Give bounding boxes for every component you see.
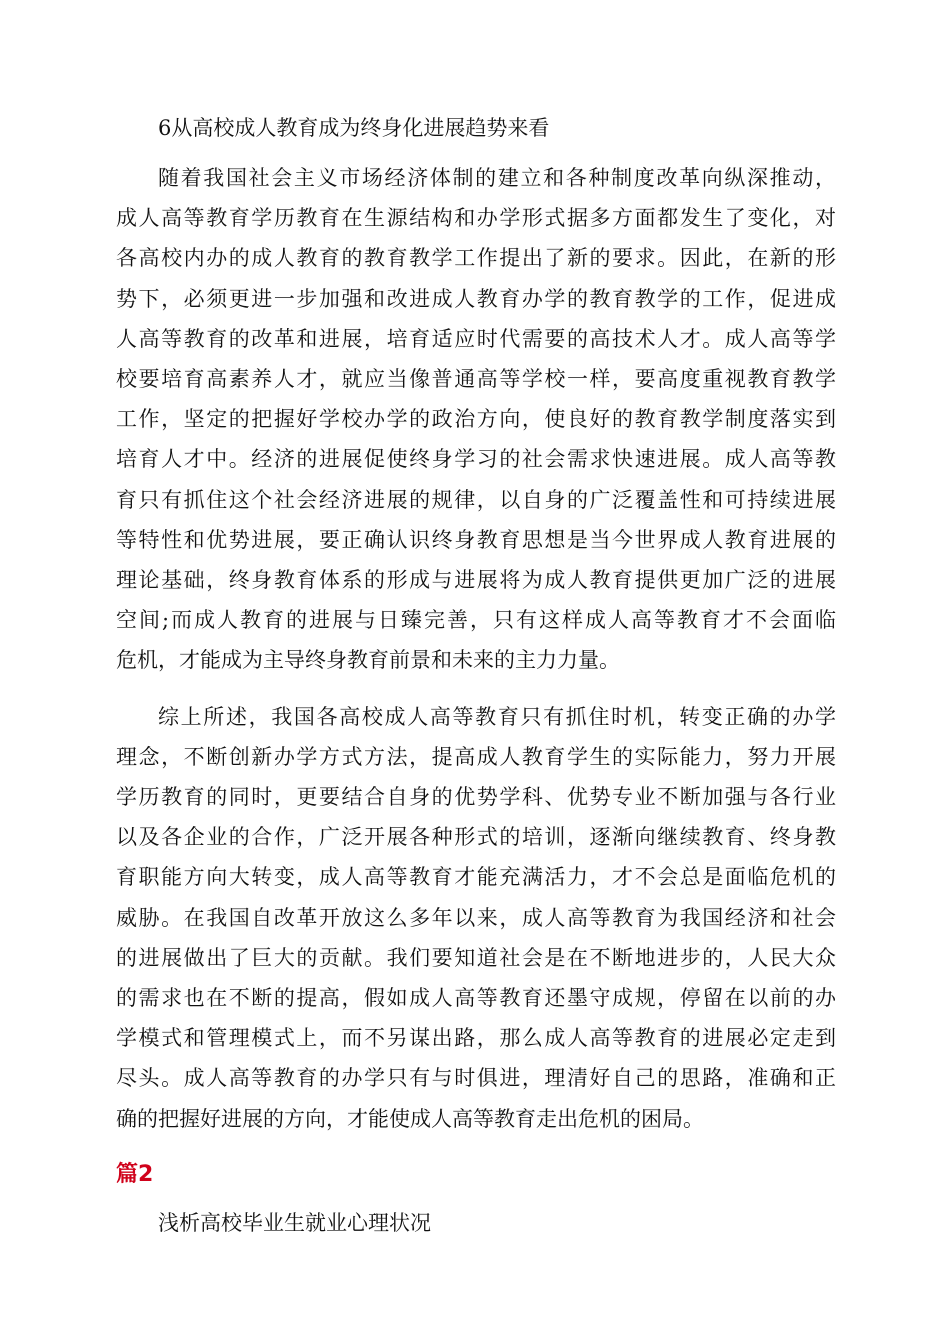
paragraph-line: 育职能方向大转变，成人高等教育才能充满活力，才不会总是面临危机的 bbox=[116, 865, 836, 890]
paragraph-line: 以及各企业的合作，广泛开展各种形式的培训，逐渐向继续教育、终身教 bbox=[116, 825, 836, 850]
paragraph-line: 育只有抓住这个社会经济进展的规律，以自身的广泛覆盖性和可持续进展 bbox=[116, 487, 836, 512]
paragraph-line: 培育人才中。经济的进展促使终身学习的社会需求快速进展。成人高等教 bbox=[116, 447, 836, 472]
paragraph-line: 理念，不断创新办学方式方法，提高成人教育学生的实际能力，努力开展 bbox=[116, 744, 836, 769]
paragraph-2 bbox=[116, 697, 836, 1139]
paragraph-line: 势下，必须更进一步加强和改进成人教育办学的教育教学的工作，促进成 bbox=[116, 286, 836, 311]
paragraph-1 bbox=[116, 158, 836, 681]
paragraph-line: 危机，才能成为主导终身教育前景和未来的主力力量。 bbox=[116, 648, 620, 673]
paragraph-line: 工作，坚定的把握好学校办学的政治方向，使良好的教育教学制度落实到 bbox=[116, 407, 836, 432]
paragraph-line: 综上所述，我国各高校成人高等教育只有抓住时机，转变正确的办学 bbox=[158, 704, 836, 729]
document-page bbox=[116, 108, 836, 1253]
section-heading: 篇2 bbox=[116, 1161, 154, 1187]
paragraph-line: 尽头。成人高等教育的办学只有与时俱进，理清好自己的思路，准确和正 bbox=[116, 1066, 836, 1091]
paragraph-line: 随着我国社会主义市场经济体制的建立和各种制度改革向纵深推动， bbox=[158, 166, 836, 190]
subsection-title: 6从高校成人教育成为终身化进展趋势来看 bbox=[158, 116, 550, 140]
paragraph-line: 校要培育高素养人才，就应当像普通高等学校一样，要高度重视教育教学 bbox=[116, 367, 836, 392]
paragraph-line: 成人高等教育学历教育在生源结构和办学形式据多方面都发生了变化，对 bbox=[116, 206, 836, 231]
paragraph-line: 的需求也在不断的提高，假如成人高等教育还墨守成规，停留在以前的办 bbox=[116, 986, 836, 1011]
paragraph-line: 各高校内办的成人教育的教育教学工作提出了新的要求。因此，在新的形 bbox=[116, 246, 836, 271]
paragraph-line: 的进展做出了巨大的贡献。我们要知道社会是在不断地进步的，人民大众 bbox=[116, 945, 836, 970]
section-title: 浅析高校毕业生就业心理状况 bbox=[158, 1210, 431, 1235]
paragraph-line: 学历教育的同时，更要结合自身的优势学科、优势专业不断加强与各行业 bbox=[116, 785, 836, 810]
paragraph-line: 等特性和优势进展，要正确认识终身教育思想是当今世界成人教育进展的 bbox=[116, 527, 836, 552]
paragraph-line: 学模式和管理模式上，而不另谋出路，那么成人高等教育的进展必定走到 bbox=[116, 1026, 836, 1051]
paragraph-line: 确的把握好进展的方向，才能使成人高等教育走出危机的困局。 bbox=[116, 1106, 704, 1131]
paragraph-line: 人高等教育的改革和进展，培育适应时代需要的高技术人才。成人高等学 bbox=[116, 326, 836, 351]
paragraph-line: 理论基础，终身教育体系的形成与进展将为成人教育提供更加广泛的进展 bbox=[116, 568, 836, 593]
paragraph-line: 威胁。在我国自改革开放这么多年以来，成人高等教育为我国经济和社会 bbox=[116, 905, 836, 930]
paragraph-line: 空间;而成人教育的进展与日臻完善，只有这样成人高等教育才不会面临 bbox=[116, 608, 836, 633]
